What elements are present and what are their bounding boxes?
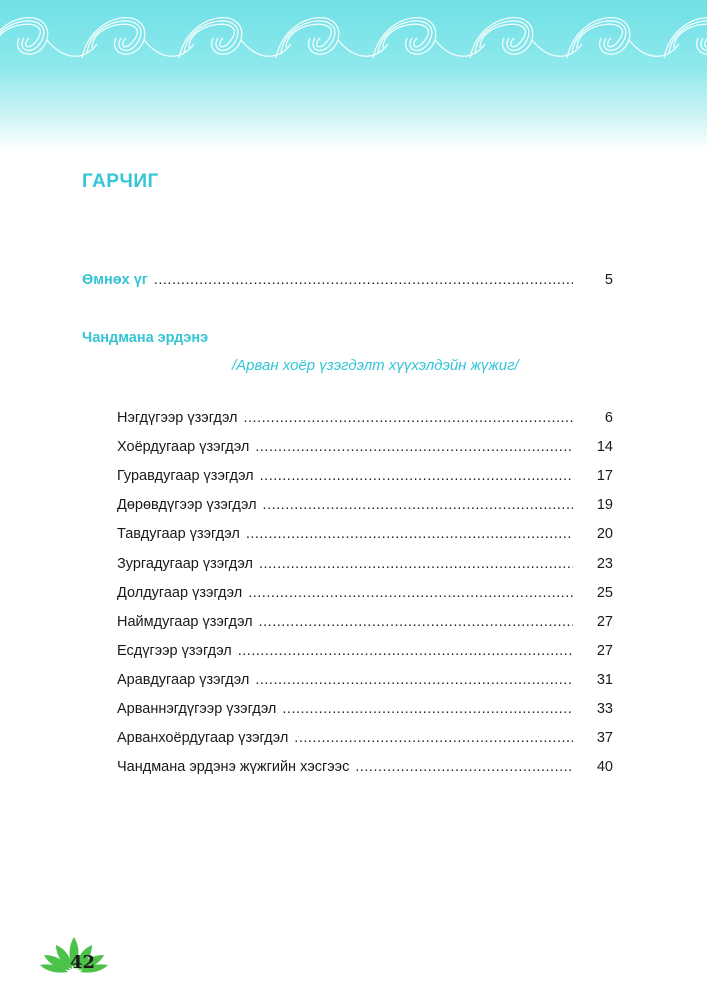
leader-dots <box>259 556 573 572</box>
toc-entry-page: 25 <box>596 584 613 601</box>
toc-entry-label: Тавдугаар үзэгдэл <box>117 526 240 543</box>
page-title: ГАРЧИГ <box>82 171 159 192</box>
section-title: Чандмана эрдэнэ <box>82 330 209 346</box>
toc-entry <box>117 410 613 426</box>
leader-dots <box>294 730 573 746</box>
leader-dots <box>248 585 573 601</box>
toc-entry <box>117 759 613 775</box>
toc-entry-label: Дөрөвдүгээр үзэгдэл <box>117 497 257 514</box>
toc-entry-label: Хоёрдугаар үзэгдэл <box>117 439 250 456</box>
toc-entry-page: 5 <box>604 272 613 288</box>
toc-entry <box>117 585 613 601</box>
toc-entry <box>117 730 613 746</box>
leader-dots <box>244 410 574 426</box>
section-subtitle: /Арван хоёр үзэгдэлт хүүхэлдэйн жүжиг/ <box>232 357 519 374</box>
leader-dots <box>263 497 573 513</box>
toc-entry-label: Өмнөх үг <box>82 272 148 288</box>
toc-entry-label: Зургадугаар үзэгдэл <box>117 555 253 572</box>
toc-entry <box>117 468 613 484</box>
toc-entry-page: 40 <box>596 759 613 776</box>
toc-entry-label: Чандмана эрдэнэ жүжгийн хэсгээс <box>117 759 350 776</box>
toc-entry-page: 33 <box>596 701 613 717</box>
toc-entry-page: 17 <box>596 468 613 485</box>
toc-entry <box>117 701 613 717</box>
toc-entry <box>117 614 613 630</box>
leader-dots <box>282 701 573 717</box>
toc-entry-page: 6 <box>604 410 613 426</box>
toc-entry-label: Наймдугаар үзэгдэл <box>117 613 253 630</box>
toc-entry-label: Гуравдугаар үзэгдэл <box>117 468 254 485</box>
toc-entry-label: Арваннэгдүгээр үзэгдэл <box>117 701 277 717</box>
toc-entry-page: 23 <box>596 555 613 572</box>
toc-entry <box>117 643 613 659</box>
wave-pattern-icon <box>0 0 707 80</box>
toc-entry <box>117 439 613 455</box>
decorative-wave-banner <box>0 0 707 150</box>
leader-dots <box>238 643 573 659</box>
leader-dots <box>355 759 573 775</box>
leader-dots <box>255 439 573 455</box>
toc-entry-label: Нэгдүгээр үзэгдэл <box>117 410 238 426</box>
toc-entry-label: Долдугаар үзэгдэл <box>117 584 243 601</box>
leader-dots <box>246 526 573 542</box>
toc-entry-page: 19 <box>596 497 613 514</box>
toc-entry-label: Есдүгээр үзэгдэл <box>117 642 232 659</box>
page-number: 42 <box>70 952 96 973</box>
toc-entry-page: 27 <box>596 642 613 659</box>
toc-entry-page: 37 <box>596 730 613 747</box>
toc-entry-page: 14 <box>596 439 613 456</box>
toc-entry <box>117 497 613 513</box>
toc-entry-label: Арванхоёрдугаар үзэгдэл <box>117 730 289 747</box>
toc-entry <box>117 556 613 572</box>
toc-entry <box>117 526 613 542</box>
leader-dots <box>255 672 573 688</box>
toc-entry-preface <box>82 272 613 288</box>
toc-entry-page: 27 <box>596 613 613 630</box>
toc-entry-page: 31 <box>596 671 613 688</box>
leader-dots <box>259 614 573 630</box>
toc-entry-page: 20 <box>596 526 613 543</box>
leader-dots <box>260 468 573 484</box>
leader-dots <box>154 272 573 288</box>
toc-entry-label: Аравдугаар үзэгдэл <box>117 671 250 688</box>
toc-entry <box>117 672 613 688</box>
